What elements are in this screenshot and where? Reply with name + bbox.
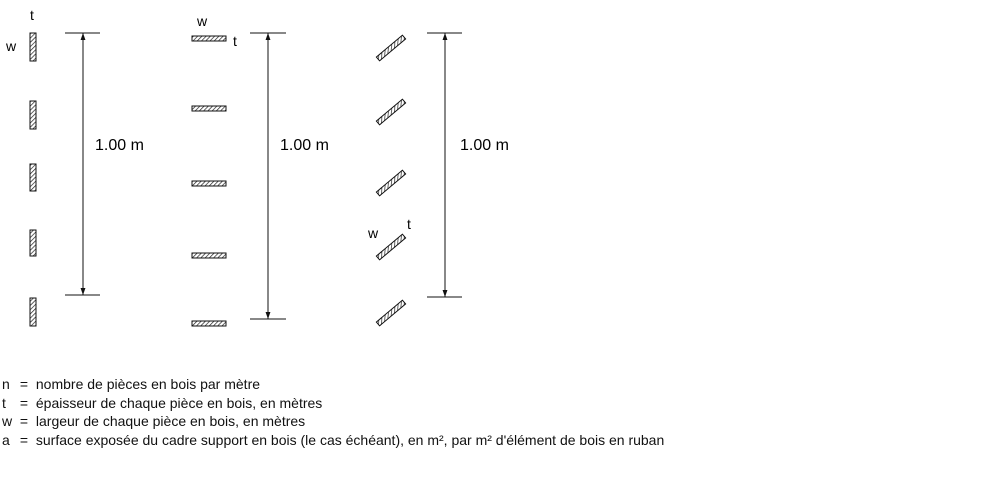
dimension-label-2: 1.00 m [280, 137, 329, 154]
slat-horizontal [192, 253, 226, 258]
slat-diagonal [376, 300, 405, 326]
legend-text: nombre de pièces en bois par mètre [35, 376, 261, 392]
legend-item [2, 394, 664, 413]
diagonal-slats-group [376, 35, 405, 326]
slat-diagonal [376, 170, 405, 196]
legend-item [2, 375, 664, 394]
legend-symbol: a [2, 431, 10, 448]
symbol-legend [2, 375, 664, 449]
horizontal-slats-group [192, 36, 226, 326]
symbol-w: w [197, 13, 208, 29]
slat-horizontal [192, 106, 226, 111]
legend-text: largeur de chaque pièce en bois, en mètres [35, 413, 306, 429]
slat-vertical [30, 230, 36, 256]
vertical-slats-group [30, 33, 36, 326]
slat-horizontal [192, 321, 226, 326]
dimension-line-2 [250, 33, 286, 319]
legend-item [2, 412, 664, 431]
symbol-w: w [368, 225, 379, 241]
legend-equals: = [19, 394, 29, 411]
legend-symbol: w [2, 413, 13, 429]
symbol-t: t [233, 33, 237, 49]
symbol-t: t [407, 216, 411, 232]
slat-vertical [30, 164, 36, 191]
symbol-t: t [30, 7, 34, 23]
slat-vertical [30, 33, 36, 61]
slat-diagonal [376, 99, 405, 125]
slat-vertical [30, 298, 36, 326]
slat-diagonal [376, 35, 405, 61]
legend-equals: = [19, 376, 29, 392]
legend-item [2, 431, 664, 450]
legend-symbol: n [2, 376, 10, 392]
slat-horizontal [192, 36, 226, 41]
dimension-label-3: 1.00 m [460, 137, 509, 154]
symbol-w: w [6, 38, 17, 54]
slat-diagonal [376, 234, 405, 260]
legend-text: surface exposée du cadre support en bois (le cas échéant), en m², par m² d'élément de bois en ruban [35, 431, 665, 448]
legend-equals: = [19, 431, 29, 448]
slat-horizontal [192, 181, 226, 186]
dimension-line-3 [427, 33, 462, 297]
slat-vertical [30, 101, 36, 129]
dimension-label-1: 1.00 m [95, 137, 144, 154]
legend-symbol: t [2, 394, 6, 411]
legend-text: épaisseur de chaque pièce en bois, en mètres [35, 394, 323, 411]
dimension-line-1 [65, 33, 100, 295]
legend-equals: = [19, 413, 29, 429]
